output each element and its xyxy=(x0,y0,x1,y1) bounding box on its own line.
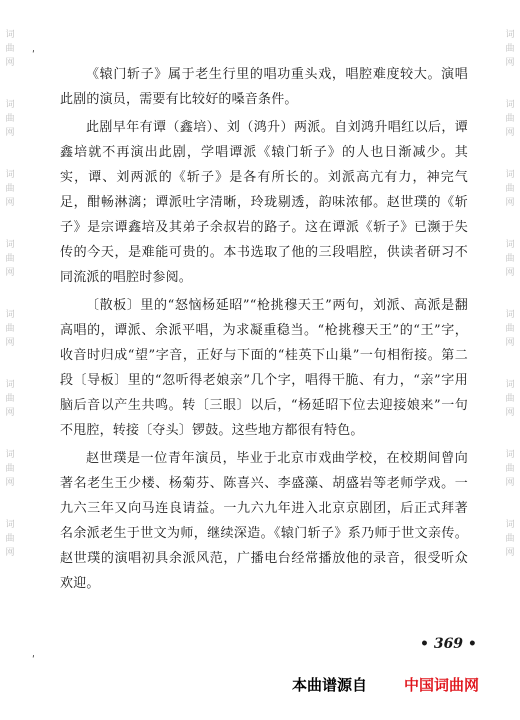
watermark-char: 词 xyxy=(505,100,515,110)
watermark-char: 词 xyxy=(5,310,15,320)
watermark-char: 曲 xyxy=(5,44,15,54)
right-watermark-strip xyxy=(503,0,517,720)
watermark-char: 曲 xyxy=(5,254,15,264)
watermark-char: 曲 xyxy=(5,184,15,194)
watermark-char: 曲 xyxy=(505,464,515,474)
watermark-char: 网 xyxy=(505,58,515,68)
watermark-char: 词 xyxy=(505,380,515,390)
watermark-char: 网 xyxy=(505,548,515,558)
watermark-char: 网 xyxy=(5,128,15,138)
paragraph: 赵世璞是一位青年演员，毕业于北京市戏曲学校，在校期间曾向著名老生王少楼、杨菊芬、陈喜兴、李盛藻、胡盛岩等老师学戏。一九六三年又向马连良请益。一九六九年进入北京京剧团，后正式拜著名余派老生于世文为师，继续深造。《辕门斩子》系乃师于世文亲传。赵世璞的演唱初具余派风范，广播电台经常播放他的录音，很受听众欢迎。 xyxy=(60,451,468,591)
watermark-char: 曲 xyxy=(505,184,515,194)
left-watermark-strip xyxy=(3,0,17,720)
watermark-char: 曲 xyxy=(505,394,515,404)
watermark-char: 词 xyxy=(5,520,15,530)
watermark-char: 网 xyxy=(505,478,515,488)
watermark-char: 词 xyxy=(505,30,515,40)
scan-mark: ʹ xyxy=(32,655,35,666)
watermark-char: 曲 xyxy=(5,114,15,124)
watermark-char: 词 xyxy=(505,240,515,250)
watermark-char: 曲 xyxy=(505,114,515,124)
watermark-char: 曲 xyxy=(5,394,15,404)
watermark-char: 词 xyxy=(505,450,515,460)
watermark-char: 词 xyxy=(505,170,515,180)
watermark-char: 词 xyxy=(5,170,15,180)
watermark-char: 曲 xyxy=(505,324,515,334)
watermark-char: 曲 xyxy=(5,324,15,334)
page-number: • 369 • xyxy=(420,636,477,652)
scan-mark: ʹ xyxy=(32,50,35,61)
watermark-char: 曲 xyxy=(505,534,515,544)
watermark-char: 网 xyxy=(505,198,515,208)
watermark-char: 网 xyxy=(5,268,15,278)
watermark-char: 网 xyxy=(505,268,515,278)
source-note: 本曲谱源自 xyxy=(292,676,368,694)
watermark-char: 词 xyxy=(5,380,15,390)
watermark-char: 词 xyxy=(505,310,515,320)
watermark-char: 词 xyxy=(5,450,15,460)
watermark-char: 网 xyxy=(5,408,15,418)
watermark-char: 网 xyxy=(5,58,15,68)
watermark-char: 曲 xyxy=(5,534,15,544)
paragraph: 此剧早年有谭（鑫培）、刘（鸿升）两派。自刘鸿升唱红以后，谭鑫培就不再演出此剧，学唱谭派《辕门斩子》的人也日渐减少。其实，谭、刘两派的《斩子》是各有所长的。刘派高亢有力，神完气足，酣畅淋漓；谭派吐字清晰，玲珑剔透，韵味浓郁。赵世璞的《斩子》是宗谭鑫培及其弟子余叔岩的路子。这在谭派《斩子》已濒于失传的今天，是难能可贵的。本书选取了他的三段唱腔，供读者研习不同流派的唱腔时参阅。 xyxy=(60,120,468,285)
watermark-char: 曲 xyxy=(505,44,515,54)
watermark-char: 词 xyxy=(505,520,515,530)
watermark-char: 曲 xyxy=(5,464,15,474)
paragraph: 〔散板〕里的“怒恼杨延昭”“枪挑穆天王”两句，刘派、高派是翻高唱的，谭派、余派平唱，为求凝重稳当。“枪挑穆天王”的“王”字，收音时归成“望”字音，正好与下面的“桂英下山巢”一句相衔接。第二段〔导板〕里的“忽听得老娘亲”几个字，唱得干脆、有力，“亲”字用脑后音以产生共鸣。转〔三眼〕以后，“杨延昭下位去迎接娘来”一句不甩腔，转接〔夺头〕锣鼓。这些地方都很有特色。 xyxy=(60,298,468,438)
watermark-char: 词 xyxy=(5,30,15,40)
watermark-char: 网 xyxy=(505,408,515,418)
watermark-char: 网 xyxy=(505,128,515,138)
source-site-link[interactable]: 中国词曲网 xyxy=(404,676,480,694)
paragraph: 《辕门斩子》属于老生行里的唱功重头戏，唱腔难度较大。演唱此剧的演员，需要有比较好的嗓音条件。 xyxy=(60,67,468,107)
watermark-char: 词 xyxy=(5,240,15,250)
watermark-char: 词 xyxy=(5,100,15,110)
watermark-char: 网 xyxy=(5,478,15,488)
watermark-char: 曲 xyxy=(505,254,515,264)
watermark-char: 网 xyxy=(5,198,15,208)
watermark-char: 网 xyxy=(5,338,15,348)
watermark-char: 网 xyxy=(505,338,515,348)
watermark-char: 网 xyxy=(5,548,15,558)
article-body xyxy=(60,62,468,599)
